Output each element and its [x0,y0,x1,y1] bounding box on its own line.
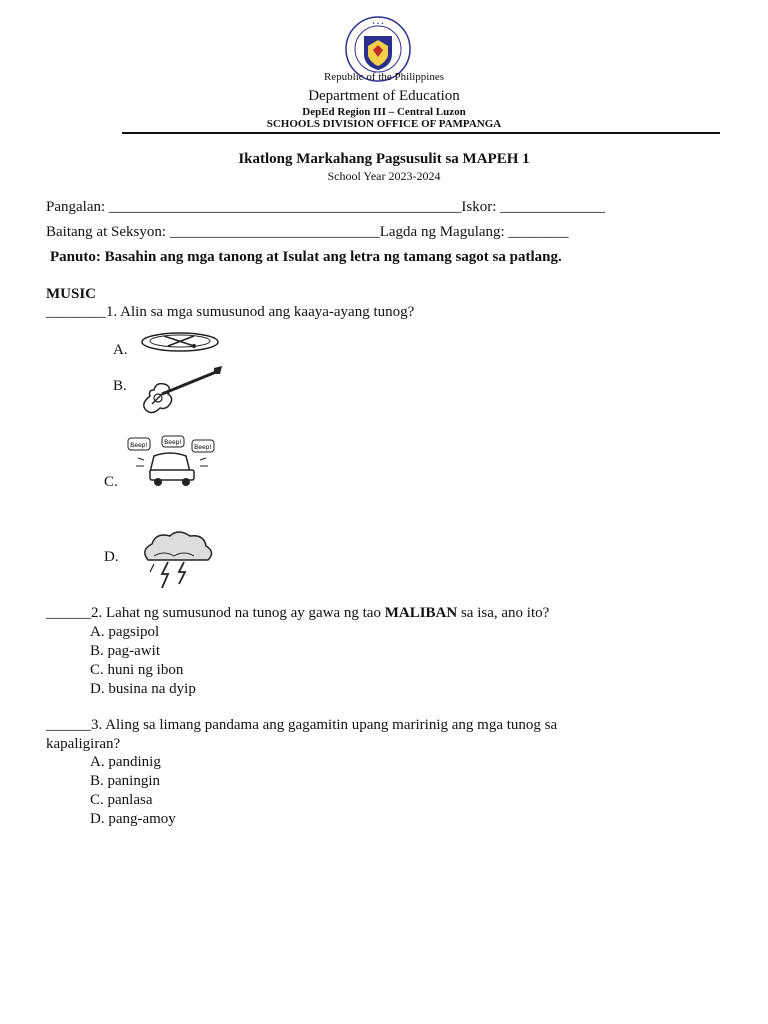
flat-drum-icon [140,330,220,356]
region-text: DepEd Region III – Central Luzon [302,106,466,118]
q2-emphasis: MALIBAN [384,605,458,621]
question-3-continuation: kapaligiran? [46,736,121,752]
q3-option-c: C. panlasa [90,792,153,808]
q1-option-b-label: B. [113,378,127,394]
svg-text:• • •: • • • [371,21,385,27]
q2-option-a: A. pagsipol [90,624,160,640]
guitar-icon [140,366,224,416]
thunderstorm-icon [138,530,218,594]
header-divider [122,132,720,134]
division-text: SCHOOLS DIVISION OFFICE OF PAMPANGA [266,118,502,130]
bubble-2: Beep! [164,439,182,446]
question-2-text [46,605,549,622]
directions-text: Panuto: Basahin ang mga tanong at Isulat ang letra ng tamang sagot sa patlang. [50,249,562,265]
section-signature-line: Baitang at Seksyon: ____________________________Lagda ng Magulang: ________ [46,224,569,240]
q1-option-a-label: A. [113,342,128,358]
republic-text: Republic of the Philippines [323,71,445,83]
department-text: Department of Education [308,88,460,104]
q1-option-c-label: C. [104,474,118,490]
question-3-text: ______3. Aling sa limang pandama ang gagamitin upang maririnig ang mga tunog sa [46,717,558,733]
q3-option-a: A. pandinig [90,754,161,770]
bubble-1: Beep! [130,442,148,449]
q3-option-d: D. pang-amoy [90,811,176,827]
q1-option-d-label: D. [104,549,119,565]
q2-option-d: D. busina na dyip [90,681,196,697]
section-music-heading: MUSIC [46,286,97,302]
q2-option-c: C. huni ng ibon [90,662,184,678]
q2-option-b: B. pag-awit [90,643,160,659]
honking-car-icon [124,434,218,490]
question-1-text: ________1. Alin sa mga sumusunod ang kaaya-ayang tunog? [46,304,415,320]
exam-title: Ikatlong Markahang Pagsusulit sa MAPEH 1 [238,151,530,167]
name-score-line: Pangalan: _______________________________________________Iskor: ______________ [46,199,606,215]
bubble-3: Beep! [194,444,212,451]
q3-option-b: B. paningin [90,773,160,789]
q2-suffix: sa isa, ano ito? [457,605,550,621]
school-year: School Year 2023-2024 [327,169,441,183]
q2-prefix: ______2. Lahat ng sumusunod na tunog ay gawa ng tao [46,605,385,621]
